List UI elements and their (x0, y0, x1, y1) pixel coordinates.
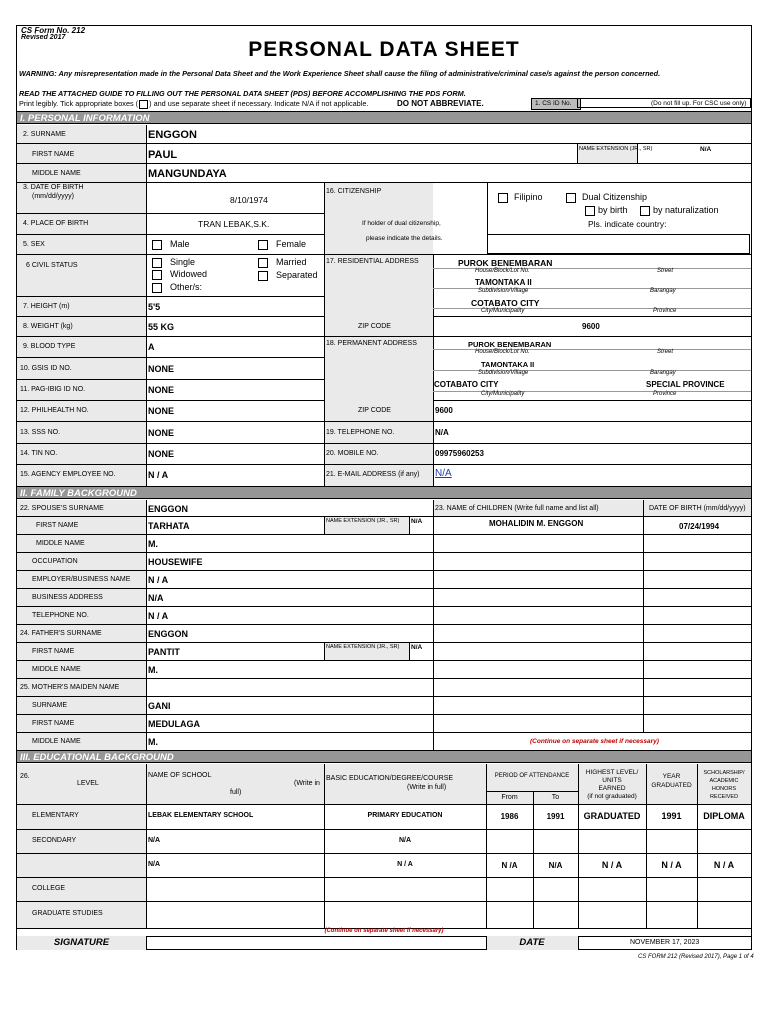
edu-number: 26. (20, 773, 30, 780)
perm-zip-value[interactable]: 9600 (435, 406, 453, 415)
res-barangay-sub: Barangay (650, 288, 676, 294)
children-label: 23. NAME of CHILDREN (Write full name and list all) (435, 505, 599, 512)
father-ext-label: NAME EXTENSION (JR., SR) (326, 644, 400, 650)
edu-from-header: From (501, 794, 518, 801)
business-address-label: BUSINESS ADDRESS (32, 594, 103, 601)
edu-row-from[interactable]: 1986 (500, 812, 519, 821)
mother-first-label: FIRST NAME (32, 720, 75, 727)
email-value[interactable]: N/A (435, 468, 452, 479)
father-surname-label: 24. FATHER'S SURNAME (20, 630, 102, 637)
warning-text: WARNING: Any misrepresentation made in the Personal Data Sheet and the Work Experience Sheet shall cause the filing of administrative/criminal case/s against the person concerned. (19, 69, 661, 78)
father-surname-value[interactable]: ENGGON (148, 629, 189, 639)
gsis-label: 10. GSIS ID NO. (20, 365, 72, 372)
employer-label: EMPLOYER/BUSINESS NAME (32, 576, 131, 583)
business-address-value[interactable]: N/A (148, 593, 164, 603)
csc-note: (Do not fill up. For CSC use only) (651, 100, 747, 107)
edu-row-school[interactable]: LEBAK ELEMENTARY SCHOOL (148, 812, 254, 819)
middle-name-label: MIDDLE NAME (32, 170, 81, 177)
spouse-ext-value[interactable]: N/A (411, 518, 423, 525)
edu-row-course[interactable]: PRIMARY EDUCATION (367, 812, 443, 819)
spouse-surname-value[interactable]: ENGGON (148, 504, 189, 514)
philhealth-label: 12. PHILHEALTH NO. (20, 407, 89, 414)
dual-citizenship-checkbox[interactable] (566, 192, 647, 203)
widowed-label: Widowed (170, 269, 208, 279)
spouse-first-label: FIRST NAME (36, 522, 79, 529)
res-house-sub: House/Block/Lot No. (475, 268, 530, 274)
res-street-sub: Street (657, 268, 674, 274)
by-naturalization-label: by naturalization (653, 205, 719, 215)
filipino-checkbox[interactable] (498, 192, 543, 203)
place-of-birth-value[interactable]: TRAN LEBAK,S.K. (198, 219, 270, 229)
edu-to-header: To (551, 794, 560, 801)
pagibig-value[interactable]: NONE (148, 385, 175, 395)
res-city-sub: City/Municipality (481, 308, 525, 314)
perm-province-sub: Province (653, 391, 677, 397)
mother-first-value[interactable]: MEDULAGA (148, 719, 200, 729)
res-zip-label: ZIP CODE (358, 323, 391, 330)
instruction-part-b: ) and use separate sheet if necessary. Indicate N/A if not applicable. (149, 99, 369, 108)
res-house-value[interactable]: PUROK BENEMBARAN (458, 258, 553, 268)
spouse-middle-value[interactable]: M. (148, 539, 158, 549)
spouse-ext-label: NAME EXTENSION (JR., SR) (326, 518, 400, 524)
edu-row-school[interactable]: N/A (148, 837, 161, 844)
edu-row-units[interactable]: GRADUATED (583, 811, 641, 821)
edu-year-header-2: GRADUATED (651, 782, 692, 789)
father-middle-value[interactable]: M. (148, 665, 158, 675)
edu-school-header: NAME OF SCHOOL (148, 772, 212, 779)
edu-period-header: PERIOD OF ATTENDANCE (494, 773, 570, 779)
edu-units-header (578, 769, 646, 801)
edu-school-header-2: (Write in (294, 780, 320, 787)
indicate-country-label: Pls. indicate country: (588, 219, 667, 229)
edu-row-to[interactable]: 1991 (546, 812, 565, 821)
edu-row-level: ELEMENTARY (32, 812, 79, 819)
res-subdivision-value[interactable]: TAMONTAKA II (475, 278, 532, 287)
residential-address-label: 17. RESIDENTIAL ADDRESS (326, 258, 419, 265)
edu-row-year[interactable]: 1991 (661, 811, 682, 821)
section-personal-information: I. PERSONAL INFORMATION (17, 111, 751, 124)
mother-surname-value[interactable]: GANI (148, 701, 171, 711)
agency-label: 15. AGENCY EMPLOYEE NO. (20, 471, 116, 478)
widowed-checkbox[interactable] (152, 269, 207, 280)
others-label: Other/s: (170, 282, 203, 292)
separated-checkbox[interactable] (258, 270, 318, 281)
edu-row-honors[interactable]: DIPLOMA (703, 811, 745, 821)
tin-value[interactable]: NONE (148, 449, 175, 459)
blood-type-value[interactable]: A (148, 342, 155, 352)
edu-row-honors[interactable]: N / A (713, 860, 735, 870)
weight-label: 8. WEIGHT (kg) (23, 323, 73, 330)
edu-honors-header-3: HONORS (711, 786, 737, 792)
edu-row-units[interactable]: N / A (601, 860, 623, 870)
philhealth-value[interactable]: NONE (148, 406, 175, 416)
surname-value[interactable]: ENGGON (148, 129, 197, 141)
mother-middle-label: MIDDLE NAME (32, 738, 81, 745)
telephone-value[interactable]: N/A (435, 428, 449, 437)
edu-school-header-3: full) (230, 789, 242, 796)
dual-note-1: If holder of dual citizenship, (362, 220, 441, 227)
email-label: 21. E-MAIL ADDRESS (if any) (326, 471, 420, 478)
edu-row-to[interactable]: N/A (548, 861, 563, 870)
weight-value[interactable]: 55 KG (148, 322, 175, 332)
spouse-telephone-value[interactable]: N / A (148, 611, 169, 621)
tin-label: 14. TIN NO. (20, 450, 58, 457)
telephone-label: 19. TELEPHONE NO. (326, 429, 395, 436)
res-zip-value[interactable]: 9600 (582, 322, 600, 331)
child-1-dob[interactable]: 07/24/1994 (679, 522, 720, 531)
edu-units-header-2: UNITS (602, 777, 622, 784)
married-label: Married (276, 257, 307, 267)
section-family-background: II. FAMILY BACKGROUND (17, 486, 751, 499)
father-first-label: FIRST NAME (32, 648, 75, 655)
perm-province-value[interactable]: SPECIAL PROVINCE (646, 380, 725, 389)
form-number: CS Form No. 212 (21, 26, 86, 35)
name-extension-label: NAME EXTENSION (JR., SR) (579, 146, 653, 152)
edu-honors-header (697, 769, 751, 801)
sex-label: 5. SEX (23, 241, 45, 248)
perm-street-sub: Street (657, 349, 674, 355)
female-checkbox[interactable] (258, 239, 306, 250)
separated-label: Separated (276, 270, 318, 280)
dob-format-label: (mm/dd/yyyy) (32, 193, 74, 200)
edu-honors-header-1: SCHOLARSHIP/ (703, 770, 745, 776)
father-first-value[interactable]: PANTIT (148, 647, 180, 657)
married-checkbox[interactable] (258, 257, 307, 268)
edu-row-course[interactable]: N / A (397, 861, 413, 868)
signature-label: SIGNATURE (53, 937, 110, 948)
family-continue-note: (Continue on separate sheet if necessary) (530, 738, 659, 745)
edu-units-header-4: (if not graduated) (587, 793, 637, 800)
perm-subdivision-sub: Subdivision/Village (478, 370, 529, 376)
page-footer: CS FORM 212 (Revised 2017), Page 1 of 4 (638, 954, 754, 960)
child-dob-label: DATE OF BIRTH (mm/dd/yyyy) (649, 505, 746, 512)
edu-row-school[interactable]: N/A (148, 861, 161, 868)
blood-type-label: 9. BLOOD TYPE (23, 343, 76, 350)
height-label: 7. HEIGHT (m) (23, 303, 70, 310)
page-title: PERSONAL DATA SHEET (248, 38, 520, 61)
employer-value[interactable]: N / A (148, 575, 169, 585)
by-birth-checkbox[interactable] (585, 205, 628, 216)
by-birth-label: by birth (598, 205, 628, 215)
edu-continue-note: (Continue on separate sheet if necessary) (324, 928, 444, 934)
others-checkbox[interactable] (152, 282, 202, 293)
dob-label: 3. DATE OF BIRTH (23, 184, 84, 191)
gsis-value[interactable]: NONE (148, 364, 175, 374)
signature-field[interactable] (147, 937, 485, 949)
form-revision: Revised 2017 (21, 34, 66, 41)
filipino-label: Filipino (514, 192, 543, 202)
perm-zip-label: ZIP CODE (358, 407, 391, 414)
mother-middle-value[interactable]: M. (148, 737, 158, 747)
edu-course-header: BASIC EDUCATION/DEGREE/COURSE (326, 775, 454, 782)
sss-label: 13. SSS NO. (20, 429, 61, 436)
dob-value[interactable]: 8/10/1974 (230, 195, 268, 205)
name-extension-value[interactable]: N/A (700, 146, 712, 153)
instruction-part-a: Print legibly. Tick appropriate boxes ( (19, 99, 139, 108)
place-of-birth-label: 4. PLACE OF BIRTH (23, 220, 89, 227)
pagibig-label: 11. PAG-IBIG ID NO. (20, 386, 86, 393)
single-checkbox[interactable] (152, 257, 195, 268)
sss-value[interactable]: NONE (148, 428, 175, 438)
mobile-value[interactable]: 09975960253 (435, 449, 484, 458)
single-label: Single (170, 257, 196, 267)
edu-row-from[interactable]: N /A (501, 861, 518, 870)
child-1-name[interactable]: MOHALIDIN M. ENGGON (489, 519, 584, 528)
edu-honors-header-2: ACADEMIC (709, 778, 739, 784)
perm-barangay-sub: Barangay (650, 370, 676, 376)
perm-house-value[interactable]: PUROK BENEMBARAN (468, 340, 552, 349)
father-ext-value[interactable]: N/A (411, 644, 423, 651)
spouse-first-value[interactable]: TARHATA (148, 521, 190, 531)
male-label: Male (170, 239, 190, 249)
middle-name-value[interactable]: MANGUNDAYA (148, 168, 227, 180)
perm-house-sub: House/Block/Lot No. (475, 349, 530, 355)
country-field[interactable] (487, 234, 750, 254)
edu-units-header-1: HIGHEST LEVEL/ (585, 769, 639, 776)
spouse-telephone-label: TELEPHONE NO. (32, 612, 89, 619)
edu-year-header-1: YEAR (662, 773, 681, 780)
by-naturalization-checkbox[interactable] (640, 205, 719, 216)
first-name-value[interactable]: PAUL (148, 149, 178, 161)
cs-id-label: 1. CS ID No. (531, 98, 581, 110)
permanent-address-label: 18. PERMANENT ADDRESS (326, 340, 417, 347)
edu-row-level: SECONDARY (32, 837, 77, 844)
father-middle-label: MIDDLE NAME (32, 666, 81, 673)
perm-city-sub: City/Municipality (481, 391, 525, 397)
female-label: Female (276, 239, 307, 249)
perm-subdivision-value[interactable]: TAMONTAKA II (481, 360, 535, 369)
male-checkbox[interactable] (152, 239, 190, 250)
dual-citizenship-label: Dual Citizenship (582, 192, 648, 202)
mother-maiden-label: 25. MOTHER'S MAIDEN NAME (20, 684, 120, 691)
guide-text: READ THE ATTACHED GUIDE TO FILLING OUT THE PERSONAL DATA SHEET (PDS) BEFORE ACCOMPLISHING THE PDS FORM. (19, 89, 466, 98)
res-province-sub: Province (653, 308, 677, 314)
perm-city-value[interactable]: COTABATO CITY (434, 380, 499, 389)
res-city-value[interactable]: COTABATO CITY (471, 298, 540, 308)
civil-status-label: 6 CIVIL STATUS (26, 262, 78, 269)
edu-row-level: COLLEGE (32, 885, 66, 892)
edu-row-course[interactable]: N/A (398, 837, 412, 844)
edu-row-level: GRADUATE STUDIES (32, 910, 103, 917)
date-label: DATE (519, 937, 545, 948)
edu-level-header: LEVEL (77, 780, 99, 787)
res-subdivision-sub: Subdivision/Village (478, 288, 529, 294)
do-not-abbreviate: DO NOT ABBREVIATE. (397, 99, 484, 108)
date-value[interactable]: NOVEMBER 17, 2023 (630, 939, 700, 946)
section-educational-background: III. EDUCATIONAL BACKGROUND (17, 750, 751, 763)
agency-value[interactable]: N / A (148, 470, 169, 480)
spouse-middle-label: MIDDLE NAME (36, 540, 85, 547)
mother-surname-label: SURNAME (32, 702, 68, 709)
mobile-label: 20. MOBILE NO. (326, 450, 379, 457)
edu-year-header (646, 772, 697, 790)
edu-units-header-3: EARNED (598, 785, 626, 792)
citizenship-label: 16. CITIZENSHIP (326, 188, 382, 195)
occupation-value[interactable]: HOUSEWIFE (148, 557, 203, 567)
edu-honors-header-4: RECEIVED (709, 794, 739, 800)
first-name-label: FIRST NAME (32, 151, 75, 158)
spouse-surname-label: 22. SPOUSE'S SURNAME (20, 505, 104, 512)
edu-course-header-2: (Write in full) (407, 784, 447, 791)
edu-row-year[interactable]: N / A (661, 860, 682, 870)
height-value[interactable]: 5'5 (148, 302, 161, 312)
surname-label: 2. SURNAME (23, 131, 66, 138)
occupation-label: OCCUPATION (32, 558, 78, 565)
dual-note-2: please indicate the details. (366, 235, 443, 242)
